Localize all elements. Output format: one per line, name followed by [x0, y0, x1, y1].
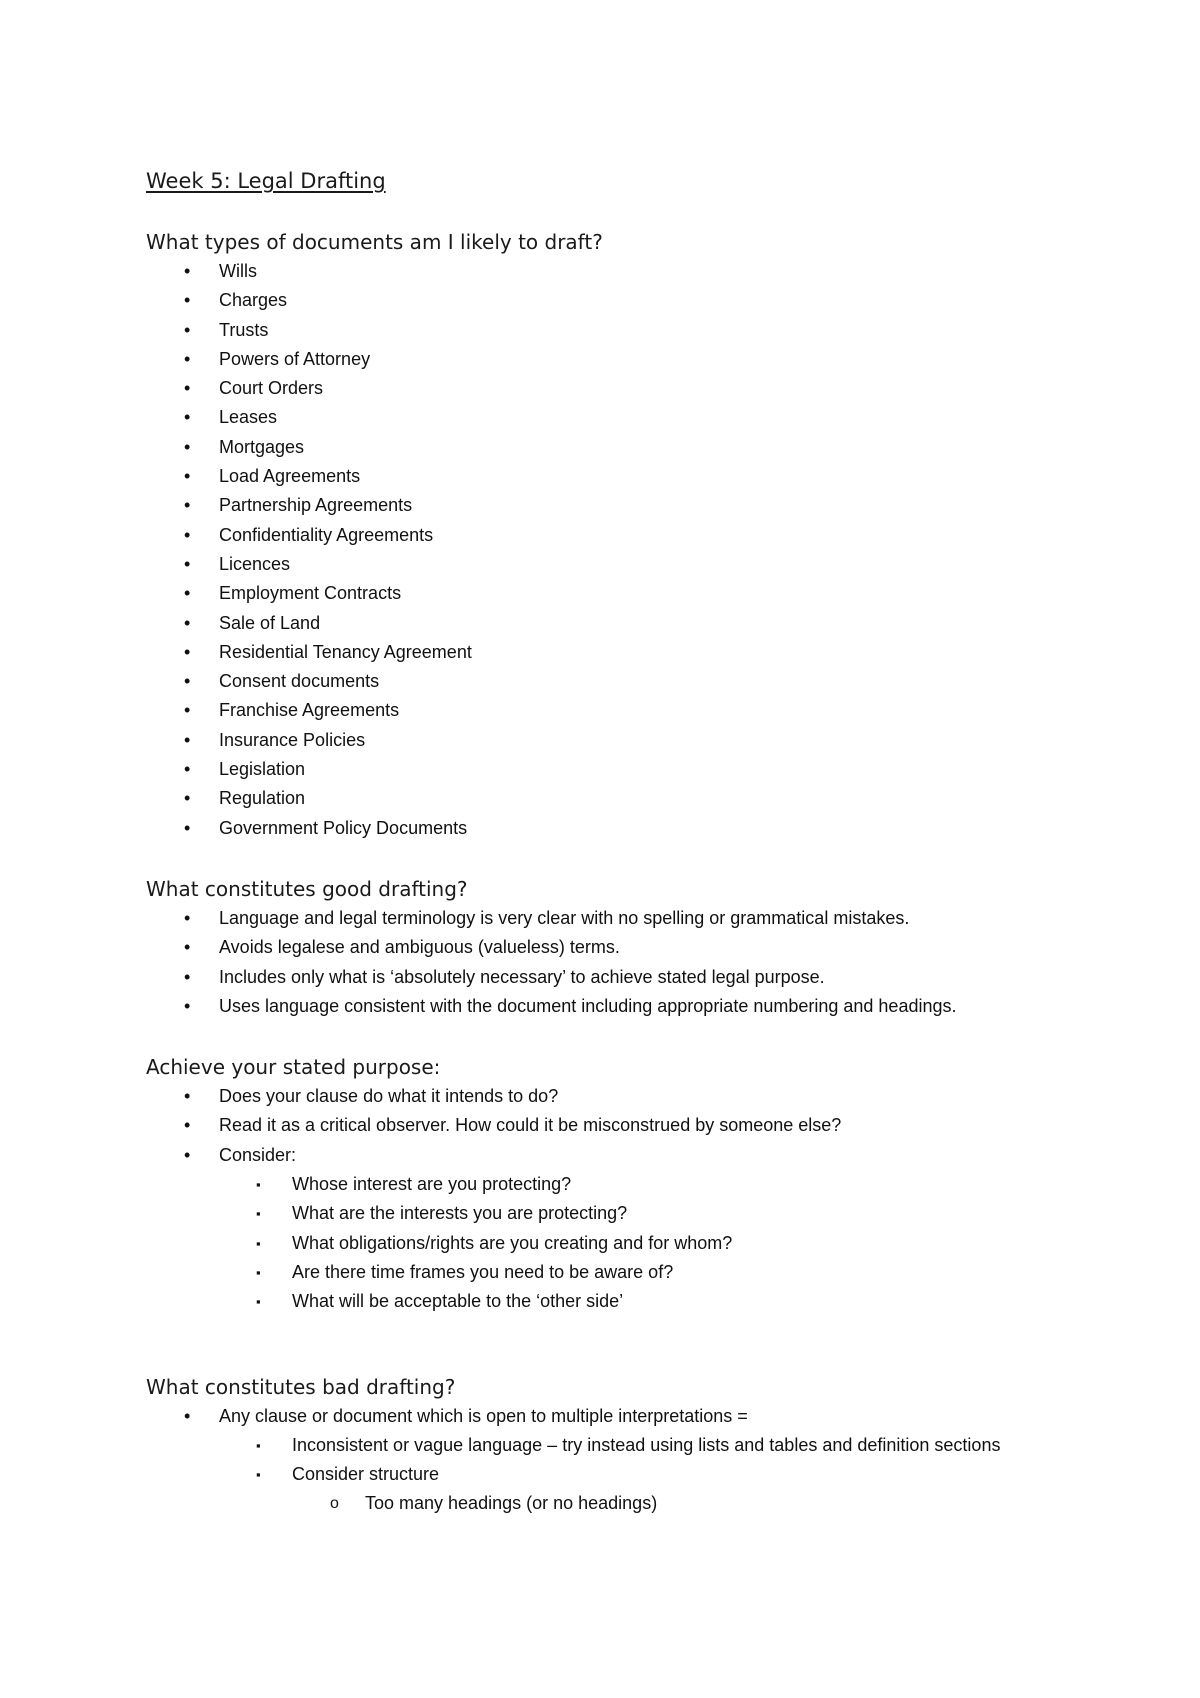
list-item: • Wills [146, 257, 1066, 286]
sub-list-item: ▪ Consider structure [146, 1460, 1066, 1489]
list-item: • Regulation [146, 784, 1066, 813]
square-bullet-icon: ▪ [256, 1235, 261, 1251]
bullet-icon: • [184, 583, 191, 604]
bullet-icon: • [184, 671, 191, 692]
bullet-icon: • [184, 261, 191, 281]
list-item: • Read it as a critical observer. How could it be misconstrued by someone else? [146, 1111, 1066, 1140]
list-item: • Consent documents [146, 667, 1066, 696]
circle-bullet-icon: o [330, 1495, 339, 1513]
bullet-icon: • [184, 788, 191, 809]
bullet-icon: • [184, 612, 191, 633]
list-item: • Trusts [146, 316, 1066, 345]
bullet-icon: • [184, 553, 191, 574]
section-heading-bad-drafting: What constitutes bad drafting? [146, 1374, 456, 1399]
list-item: • Language and legal terminology is very clear with no spelling or grammatical mistakes. [146, 904, 1066, 933]
list-item: • Confidentiality Agreements [146, 521, 1066, 550]
bullet-icon: • [184, 937, 191, 958]
bullet-icon: • [184, 759, 191, 780]
list-item: • Does your clause do what it intends to do? [146, 1082, 1066, 1111]
sub-list-item: ▪ Are there time frames you need to be aware of? [146, 1258, 1066, 1287]
sub-list-item: ▪ Whose interest are you protecting? [146, 1170, 1066, 1199]
bullet-icon: • [184, 1144, 191, 1165]
bullet-icon: • [184, 290, 191, 311]
list-item: • Includes only what is ‘absolutely necessary’ to achieve stated legal purpose. [146, 963, 1066, 992]
list-item: • Any clause or document which is open to multiple interpretations = [146, 1402, 1066, 1431]
list-item: • Insurance Policies [146, 726, 1066, 755]
bullet-icon: • [184, 436, 191, 457]
list-item: • Court Orders [146, 374, 1066, 403]
list-item: • Leases [146, 403, 1066, 432]
document-title: Week 5: Legal Drafting [146, 169, 386, 193]
list-item: • Load Agreements [146, 462, 1066, 491]
square-bullet-icon: ▪ [256, 1264, 261, 1280]
list-item: • Franchise Agreements [146, 696, 1066, 725]
bullet-icon: • [184, 319, 191, 340]
list-item: • Legislation [146, 755, 1066, 784]
sub-list-item: ▪ Inconsistent or vague language – try instead using lists and tables and definition sections [146, 1431, 1066, 1460]
square-bullet-icon: ▪ [256, 1206, 261, 1222]
square-bullet-icon: ▪ [256, 1437, 261, 1453]
bullet-icon: • [184, 495, 191, 516]
good-drafting-list [146, 904, 1066, 1021]
list-item: • Government Policy Documents [146, 814, 1066, 843]
bullet-icon: • [184, 700, 191, 721]
list-item: • Uses language consistent with the document including appropriate numbering and headings. [146, 992, 1066, 1021]
bullet-icon: • [184, 378, 191, 399]
bullet-icon: • [184, 1086, 191, 1107]
sub-list-item: ▪ What are the interests you are protecting? [146, 1199, 1066, 1228]
sub-list-item: ▪ What will be acceptable to the ‘other side’ [146, 1287, 1066, 1316]
list-item: • Employment Contracts [146, 579, 1066, 608]
list-item: • Mortgages [146, 433, 1066, 462]
section-heading-document-types: What types of documents am I likely to draft? [146, 230, 603, 254]
bullet-icon: • [184, 1115, 191, 1136]
bullet-icon: • [184, 524, 191, 545]
list-item: • Charges [146, 286, 1066, 315]
document-content [146, 166, 1066, 1519]
bullet-icon: • [184, 641, 191, 662]
bullet-icon: • [184, 995, 191, 1016]
list-item: • Partnership Agreements [146, 491, 1066, 520]
square-bullet-icon: ▪ [256, 1294, 261, 1310]
sub-sub-list-item: o Too many headings (or no headings) [146, 1489, 1066, 1518]
square-bullet-icon: ▪ [256, 1467, 261, 1483]
list-item: • Consider: [146, 1141, 1066, 1170]
section-heading-stated-purpose: Achieve your stated purpose: [146, 1055, 441, 1080]
bullet-icon: • [184, 466, 191, 487]
document-types-list [146, 257, 1066, 843]
bullet-icon: • [184, 1405, 191, 1426]
list-item: • Licences [146, 550, 1066, 579]
list-item: • Sale of Land [146, 609, 1066, 638]
square-bullet-icon: ▪ [256, 1177, 261, 1193]
sub-list-item: ▪ What obligations/rights are you creating and for whom? [146, 1229, 1066, 1258]
list-item: • Residential Tenancy Agreement [146, 638, 1066, 667]
bullet-icon: • [184, 966, 191, 987]
bullet-icon: • [184, 407, 191, 428]
bad-drafting-list [146, 1402, 1066, 1519]
bullet-icon: • [184, 729, 191, 750]
bullet-icon: • [184, 817, 191, 838]
list-item: • Avoids legalese and ambiguous (valueless) terms. [146, 933, 1066, 962]
section-heading-good-drafting: What constitutes good drafting? [146, 876, 468, 901]
stated-purpose-list [146, 1082, 1066, 1316]
bullet-icon: • [184, 348, 191, 369]
list-item: • Powers of Attorney [146, 345, 1066, 374]
bullet-icon: • [184, 907, 191, 928]
